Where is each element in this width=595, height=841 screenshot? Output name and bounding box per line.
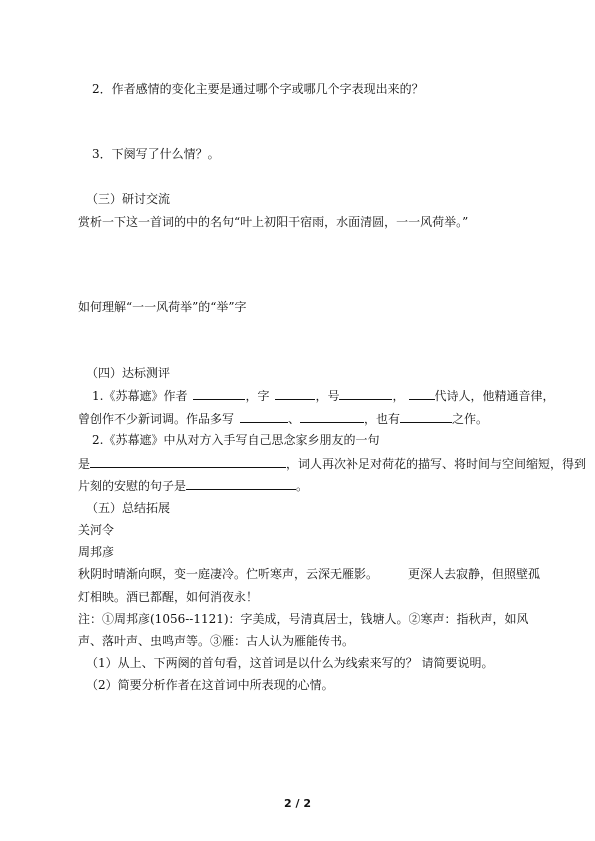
blank-courtesy-name[interactable]: [275, 387, 315, 400]
section-4-q1-line-1: 1.《苏幕遮》作者 ，字 ，号 ， 代诗人，他精通音律，: [92, 389, 555, 403]
section-4-q2-line-3: 片刻的安慰的句子是 。: [78, 479, 309, 493]
section-3-line-1: 赏析一下这一首词的中的名句“叶上初阳干宿雨，水面清圆，一一风荷举。”: [78, 215, 469, 229]
note-line-2: 声、落叶声、虫鸣声等。③雁：古人认为雁能传书。: [78, 634, 355, 648]
section-3-heading: （三）研讨交流: [86, 192, 171, 206]
question-3: 3．下阕写了什么情？。: [92, 147, 220, 161]
question-2: 2．作者感情的变化主要是通过哪个字或哪几个字表现出来的？: [92, 82, 424, 96]
poem-author: 周邦彦: [78, 545, 115, 559]
poem-title: 关河令: [78, 523, 115, 537]
blank-longing-line[interactable]: [90, 455, 286, 468]
section-5-question-2: （2）简要分析作者在这首词中所表现的心情。: [86, 678, 334, 692]
section-3-line-2: 如何理解“一一风荷举”的“举”字: [78, 300, 247, 314]
section-5-question-1: （1）从上、下两阕的首句看，这首词是以什么为线索来写的？ 请简要说明。: [86, 656, 494, 670]
blank-theme-2[interactable]: [300, 410, 364, 423]
section-4-q2-line-2: 是 ，词人再次补足对荷花的描写、将时间与空间缩短，得到: [78, 457, 587, 471]
blank-theme-3[interactable]: [400, 410, 452, 423]
page-number: 2 / 2: [284, 797, 311, 810]
blank-theme-1[interactable]: [240, 410, 288, 423]
section-4-q2-line-1: 2.《苏幕遮》中从对方入手写自己思念家乡朋友的一句: [92, 433, 380, 447]
blank-pseudonym[interactable]: [339, 387, 392, 400]
note-line-1: 注：①周邦彦(1056--1121)：字美成，号清真居士，钱塘人。②寒声：指秋声，如风: [78, 612, 529, 626]
section-5-heading: （五）总结拓展: [86, 501, 171, 515]
blank-dynasty[interactable]: [409, 387, 435, 400]
blank-author[interactable]: [193, 387, 245, 400]
blank-comfort-line[interactable]: [186, 477, 296, 490]
section-4-q1-line-2: 曾创作不少新词调。作品多写 、 ，也有 之作。: [78, 412, 489, 426]
poem-line-1: 秋阴时晴渐向暝，变一庭凄冷。伫听寒声，云深无雁影。 更深人去寂静，但照壁孤: [78, 567, 541, 581]
section-4-heading: （四）达标测评: [86, 366, 171, 380]
poem-line-2: 灯相映。酒已都醒，如何消夜永！: [78, 590, 259, 604]
